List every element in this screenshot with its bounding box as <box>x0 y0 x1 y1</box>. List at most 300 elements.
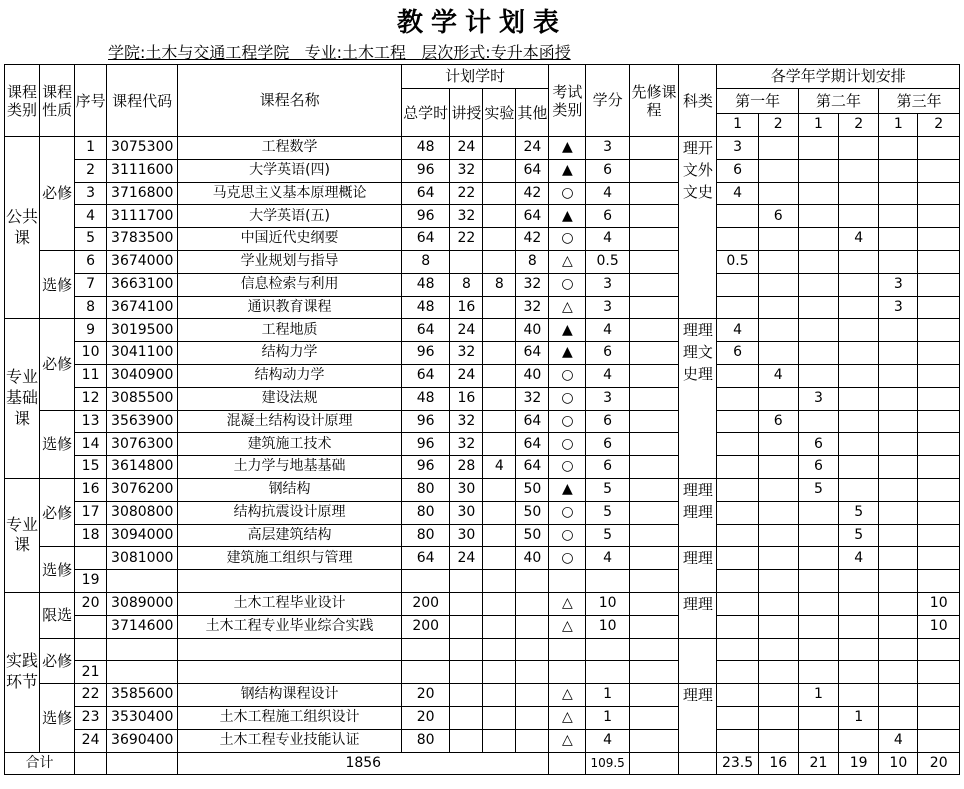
prereq-cell <box>629 501 678 524</box>
semester-cell <box>717 615 758 638</box>
other-hours-cell: 32 <box>516 387 549 410</box>
total-hours-cell: 48 <box>401 296 449 319</box>
semester-cell <box>839 729 879 752</box>
semester-cell <box>758 706 798 729</box>
lab-hours-cell <box>483 387 516 410</box>
lab-hours-cell <box>483 159 516 182</box>
total-hours-cell: 64 <box>401 364 449 387</box>
lecture-hours-cell <box>450 570 483 593</box>
header-prereq: 先修课程 <box>629 65 678 137</box>
other-hours-cell: 64 <box>516 342 549 365</box>
exam-type-cell: ▲ <box>549 478 586 501</box>
semester-cell <box>839 273 879 296</box>
exam-type-cell: △ <box>549 592 586 615</box>
credit-cell: 10 <box>586 592 629 615</box>
semester-cell <box>839 137 879 160</box>
seq-cell: 2 <box>75 159 107 182</box>
seq-cell: 5 <box>75 228 107 251</box>
seq-cell: 21 <box>75 661 107 684</box>
lab-hours-cell <box>483 410 516 433</box>
credit-cell: 3 <box>586 273 629 296</box>
semester-cell: 6 <box>758 205 798 228</box>
semester-cell <box>717 501 758 524</box>
lab-hours-cell <box>483 684 516 707</box>
semester-cell <box>839 387 879 410</box>
other-hours-cell: 24 <box>516 137 549 160</box>
other-hours-cell <box>516 592 549 615</box>
lecture-hours-cell: 22 <box>450 228 483 251</box>
other-hours-cell: 40 <box>516 319 549 342</box>
credit-cell: 5 <box>586 524 629 547</box>
semester-cell <box>717 547 758 570</box>
other-hours-cell: 42 <box>516 228 549 251</box>
table-row <box>5 228 960 251</box>
total-row <box>5 752 960 775</box>
semester-cell <box>879 638 918 661</box>
semester-cell <box>918 250 960 273</box>
semester-cell <box>758 729 798 752</box>
header-total: 总学时 <box>401 89 449 137</box>
semester-cell <box>918 706 960 729</box>
total-semester: 19 <box>839 752 879 775</box>
other-hours-cell <box>516 638 549 661</box>
table-row <box>5 615 960 638</box>
semester-cell <box>717 456 758 479</box>
credit-cell: 10 <box>586 615 629 638</box>
lecture-hours-cell: 16 <box>450 296 483 319</box>
header-hours-group: 计划学时 <box>401 65 548 89</box>
table-row <box>5 410 960 433</box>
semester-cell <box>758 273 798 296</box>
credit-cell: 1 <box>586 684 629 707</box>
semester-cell <box>879 364 918 387</box>
semester-cell <box>758 592 798 615</box>
total-hours: 1856 <box>178 752 549 775</box>
page-title: 教学计划表 <box>396 8 567 38</box>
exam-type-cell: ○ <box>549 410 586 433</box>
total-hours-cell: 200 <box>401 615 449 638</box>
semester-cell <box>839 159 879 182</box>
semester-cell <box>839 684 879 707</box>
total-semester: 10 <box>879 752 918 775</box>
table-row <box>5 501 960 524</box>
semester-cell <box>918 273 960 296</box>
prereq-cell <box>629 456 678 479</box>
semester-cell <box>879 319 918 342</box>
code-cell: 3085500 <box>107 387 178 410</box>
semester-cell <box>798 342 838 365</box>
prereq-cell <box>629 547 678 570</box>
other-hours-cell: 64 <box>516 205 549 228</box>
semester-cell <box>798 706 838 729</box>
semester-cell <box>798 615 838 638</box>
semester-cell <box>879 250 918 273</box>
semester-cell <box>758 684 798 707</box>
semester-cell <box>798 250 838 273</box>
semester-cell <box>758 250 798 273</box>
total-hours-cell: 96 <box>401 433 449 456</box>
semester-cell <box>879 684 918 707</box>
table-row <box>5 250 960 273</box>
table-row <box>5 456 960 479</box>
semester-cell <box>918 524 960 547</box>
header-y1-sem2: 2 <box>758 114 798 137</box>
semester-cell: 10 <box>918 592 960 615</box>
lab-hours-cell <box>483 501 516 524</box>
total-hours-cell: 48 <box>401 387 449 410</box>
semester-cell <box>758 387 798 410</box>
table-row <box>5 159 960 182</box>
total-hours-cell: 80 <box>401 501 449 524</box>
lab-hours-cell <box>483 364 516 387</box>
lecture-hours-cell <box>450 615 483 638</box>
semester-cell <box>879 524 918 547</box>
lecture-hours-cell: 30 <box>450 524 483 547</box>
credit-cell: 4 <box>586 547 629 570</box>
plan-table <box>4 64 960 775</box>
lecture-hours-cell: 32 <box>450 159 483 182</box>
prereq-cell <box>629 137 678 160</box>
semester-cell <box>758 615 798 638</box>
header-exam: 考试类别 <box>549 65 586 137</box>
total-hours-cell: 64 <box>401 319 449 342</box>
course-name-cell <box>178 638 402 661</box>
semester-cell <box>879 342 918 365</box>
other-hours-cell: 8 <box>516 250 549 273</box>
table-row <box>5 638 960 661</box>
code-cell: 3663100 <box>107 273 178 296</box>
semester-cell <box>839 570 879 593</box>
course-name-cell: 土木工程专业技能认证 <box>178 729 402 752</box>
prereq-cell <box>629 250 678 273</box>
code-cell: 3530400 <box>107 706 178 729</box>
total-empty <box>549 752 586 775</box>
semester-cell <box>798 547 838 570</box>
total-empty <box>629 752 678 775</box>
table-row <box>5 342 960 365</box>
semester-cell <box>798 661 838 684</box>
code-cell: 3041100 <box>107 342 178 365</box>
exam-type-cell: ○ <box>549 547 586 570</box>
semester-cell: 3 <box>798 387 838 410</box>
exam-type-cell <box>549 638 586 661</box>
semester-cell <box>758 456 798 479</box>
semester-cell <box>879 547 918 570</box>
semester-cell <box>758 342 798 365</box>
subject-cell: 理开文外文史 <box>679 137 717 319</box>
prereq-cell <box>629 615 678 638</box>
lab-hours-cell <box>483 342 516 365</box>
semester-cell <box>798 729 838 752</box>
prereq-cell <box>629 478 678 501</box>
credit-cell <box>586 661 629 684</box>
lecture-hours-cell <box>450 706 483 729</box>
semester-cell <box>918 342 960 365</box>
nature-cell: 必修 <box>40 137 75 251</box>
nature-cell: 选修 <box>40 547 75 593</box>
table-row <box>5 296 960 319</box>
semester-cell <box>918 433 960 456</box>
header-subject: 科类 <box>679 65 717 137</box>
course-name-cell: 大学英语(五) <box>178 205 402 228</box>
prereq-cell <box>629 433 678 456</box>
semester-cell <box>758 524 798 547</box>
total-semester: 20 <box>918 752 960 775</box>
credit-cell: 6 <box>586 342 629 365</box>
code-cell: 3783500 <box>107 228 178 251</box>
total-credit: 109.5 <box>586 752 629 775</box>
semester-cell <box>918 456 960 479</box>
lecture-hours-cell: 30 <box>450 501 483 524</box>
semester-cell <box>758 159 798 182</box>
lab-hours-cell: 4 <box>483 456 516 479</box>
header-code: 课程代码 <box>107 65 178 137</box>
seq-cell: 23 <box>75 706 107 729</box>
exam-type-cell: ▲ <box>549 137 586 160</box>
lab-hours-cell <box>483 478 516 501</box>
semester-cell <box>717 706 758 729</box>
lecture-hours-cell <box>450 250 483 273</box>
subject-cell: 理理 <box>679 547 717 593</box>
lab-hours-cell <box>483 205 516 228</box>
lecture-hours-cell: 24 <box>450 137 483 160</box>
code-cell <box>107 638 178 661</box>
table-row <box>5 729 960 752</box>
total-hours-cell: 96 <box>401 159 449 182</box>
semester-cell <box>717 661 758 684</box>
code-cell: 3076200 <box>107 478 178 501</box>
semester-cell <box>798 570 838 593</box>
other-hours-cell: 64 <box>516 433 549 456</box>
semester-cell <box>918 137 960 160</box>
credit-cell: 6 <box>586 456 629 479</box>
total-hours-cell <box>401 638 449 661</box>
lab-hours-cell <box>483 638 516 661</box>
nature-cell: 必修 <box>40 319 75 410</box>
prereq-cell <box>629 524 678 547</box>
code-cell: 3089000 <box>107 592 178 615</box>
semester-cell <box>717 296 758 319</box>
semester-cell: 6 <box>717 342 758 365</box>
code-cell: 3019500 <box>107 319 178 342</box>
semester-cell <box>798 205 838 228</box>
other-hours-cell: 40 <box>516 547 549 570</box>
lecture-hours-cell: 24 <box>450 364 483 387</box>
exam-type-cell: ▲ <box>549 159 586 182</box>
exam-type-cell: ○ <box>549 182 586 205</box>
exam-type-cell: △ <box>549 250 586 273</box>
semester-cell <box>839 615 879 638</box>
exam-type-cell <box>549 661 586 684</box>
total-empty <box>75 752 107 775</box>
prereq-cell <box>629 592 678 615</box>
semester-cell <box>798 501 838 524</box>
subject-cell: 理理 <box>679 592 717 638</box>
lecture-hours-cell <box>450 661 483 684</box>
lecture-hours-cell: 24 <box>450 547 483 570</box>
semester-cell <box>758 661 798 684</box>
lab-hours-cell <box>483 570 516 593</box>
nature-cell: 选修 <box>40 250 75 318</box>
subject-cell: 理理理文史理 <box>679 319 717 479</box>
code-cell: 3614800 <box>107 456 178 479</box>
code-cell <box>107 570 178 593</box>
lab-hours-cell <box>483 592 516 615</box>
semester-cell <box>839 364 879 387</box>
other-hours-cell: 50 <box>516 501 549 524</box>
exam-type-cell: ▲ <box>549 205 586 228</box>
nature-cell: 选修 <box>40 410 75 478</box>
exam-type-cell: △ <box>549 684 586 707</box>
course-name-cell: 建筑施工技术 <box>178 433 402 456</box>
semester-cell: 5 <box>839 524 879 547</box>
semester-cell: 3 <box>879 296 918 319</box>
other-hours-cell <box>516 570 549 593</box>
semester-cell <box>717 729 758 752</box>
semester-cell <box>758 547 798 570</box>
nature-cell: 限选 <box>40 592 75 638</box>
prereq-cell <box>629 182 678 205</box>
semester-cell <box>839 456 879 479</box>
seq-cell: 18 <box>75 524 107 547</box>
semester-cell <box>717 684 758 707</box>
semester-cell <box>798 159 838 182</box>
seq-cell: 14 <box>75 433 107 456</box>
semester-cell: 4 <box>758 364 798 387</box>
page-subtitle: 学院:土木与交通工程学院 专业:土木工程 层次形式:专升本函授 <box>108 43 571 62</box>
lecture-hours-cell: 22 <box>450 182 483 205</box>
lecture-hours-cell: 16 <box>450 387 483 410</box>
semester-cell <box>717 524 758 547</box>
total-hours-cell: 20 <box>401 706 449 729</box>
semester-cell <box>758 638 798 661</box>
header-lecture: 讲授 <box>450 89 483 137</box>
credit-cell: 5 <box>586 501 629 524</box>
table-row <box>5 706 960 729</box>
code-cell: 3716800 <box>107 182 178 205</box>
lab-hours-cell <box>483 250 516 273</box>
code-cell: 3674100 <box>107 296 178 319</box>
semester-cell <box>918 296 960 319</box>
table-row <box>5 387 960 410</box>
semester-cell: 4 <box>717 182 758 205</box>
semester-cell <box>918 684 960 707</box>
course-name-cell: 高层建筑结构 <box>178 524 402 547</box>
credit-cell <box>586 638 629 661</box>
semester-cell <box>879 592 918 615</box>
seq-cell: 10 <box>75 342 107 365</box>
other-hours-cell: 42 <box>516 182 549 205</box>
lab-hours-cell <box>483 296 516 319</box>
header-credit: 学分 <box>586 65 629 137</box>
table-row <box>5 205 960 228</box>
exam-type-cell: ○ <box>549 524 586 547</box>
total-hours-cell: 64 <box>401 182 449 205</box>
credit-cell: 5 <box>586 478 629 501</box>
category-cell: 专业课 <box>5 478 40 592</box>
semester-cell <box>798 638 838 661</box>
header-y1-sem1: 1 <box>717 114 758 137</box>
prereq-cell <box>629 228 678 251</box>
exam-type-cell: △ <box>549 296 586 319</box>
course-name-cell <box>178 570 402 593</box>
credit-cell: 6 <box>586 433 629 456</box>
total-hours-cell: 80 <box>401 729 449 752</box>
seq-cell: 4 <box>75 205 107 228</box>
semester-cell <box>918 228 960 251</box>
prereq-cell <box>629 410 678 433</box>
code-cell: 3563900 <box>107 410 178 433</box>
seq-cell: 9 <box>75 319 107 342</box>
table-row <box>5 433 960 456</box>
credit-cell: 4 <box>586 228 629 251</box>
prereq-cell <box>629 296 678 319</box>
semester-cell <box>798 410 838 433</box>
course-name-cell: 信息检索与利用 <box>178 273 402 296</box>
other-hours-cell <box>516 729 549 752</box>
total-hours-cell: 80 <box>401 524 449 547</box>
semester-cell <box>918 638 960 661</box>
seq-cell: 12 <box>75 387 107 410</box>
semester-cell: 5 <box>798 478 838 501</box>
semester-cell <box>717 364 758 387</box>
code-cell: 3075300 <box>107 137 178 160</box>
lecture-hours-cell: 28 <box>450 456 483 479</box>
code-cell: 3076300 <box>107 433 178 456</box>
semester-cell: 5 <box>839 501 879 524</box>
total-hours-cell: 200 <box>401 592 449 615</box>
other-hours-cell: 32 <box>516 296 549 319</box>
lecture-hours-cell: 24 <box>450 319 483 342</box>
exam-type-cell: ○ <box>549 433 586 456</box>
semester-cell <box>918 319 960 342</box>
semester-cell: 6 <box>758 410 798 433</box>
nature-cell: 选修 <box>40 684 75 752</box>
semester-cell <box>918 159 960 182</box>
total-label: 合计 <box>5 752 75 775</box>
semester-cell <box>717 387 758 410</box>
seq-cell: 13 <box>75 410 107 433</box>
seq-cell <box>75 638 107 661</box>
prereq-cell <box>629 684 678 707</box>
table-row <box>5 547 960 570</box>
lab-hours-cell <box>483 182 516 205</box>
total-hours-cell: 96 <box>401 410 449 433</box>
credit-cell: 4 <box>586 319 629 342</box>
semester-cell <box>879 433 918 456</box>
code-cell: 3111600 <box>107 159 178 182</box>
semester-cell <box>717 410 758 433</box>
header-nature: 课程性质 <box>40 65 75 137</box>
semester-cell <box>798 319 838 342</box>
other-hours-cell: 32 <box>516 273 549 296</box>
course-name-cell: 结构抗震设计原理 <box>178 501 402 524</box>
total-hours-cell: 48 <box>401 273 449 296</box>
semester-cell <box>879 570 918 593</box>
seq-cell: 17 <box>75 501 107 524</box>
semester-cell <box>717 228 758 251</box>
credit-cell <box>586 570 629 593</box>
semester-cell <box>798 296 838 319</box>
lab-hours-cell <box>483 319 516 342</box>
semester-cell <box>798 592 838 615</box>
code-cell: 3081000 <box>107 547 178 570</box>
total-hours-cell: 96 <box>401 205 449 228</box>
header-schedule-group: 各学年学期计划安排 <box>717 65 960 89</box>
semester-cell <box>839 296 879 319</box>
semester-cell <box>839 410 879 433</box>
exam-type-cell: ○ <box>549 273 586 296</box>
